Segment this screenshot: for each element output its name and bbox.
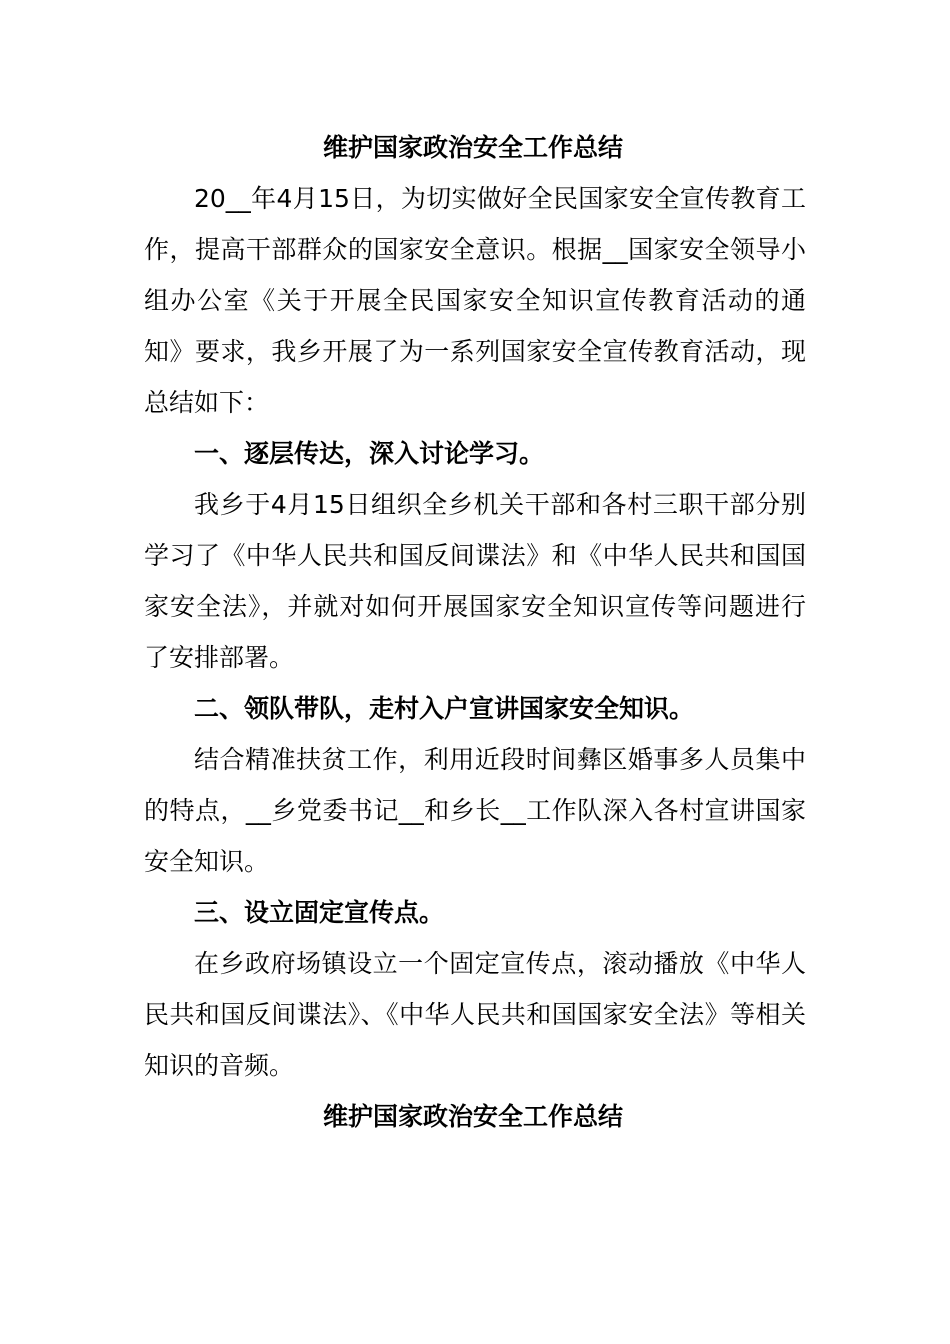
section-heading-1: 一、逐层传达，深入讨论学习。: [194, 439, 545, 468]
section-heading-2: 二、领队带队，走村入户宣讲国家安全知识。: [194, 694, 695, 723]
document-body: [144, 122, 806, 1142]
section-body-2: 结合精准扶贫工作，利用近段时间彝区婚事多人员集中的特点，__乡党委书记__和乡长__工作队深入各村宣讲国家安全知识。: [144, 745, 806, 876]
section-heading-3: 三、设立固定宣传点。: [194, 898, 445, 927]
intro-paragraph: 20__年4月15日，为切实做好全民国家安全宣传教育工作，提高干部群众的国家安全意识。根据__国家安全领导小组办公室《关于开展全民国家安全知识宣传教育活动的通知》要求，我乡开展了为一系列国家安全宣传教育活动，现总结如下：: [144, 184, 806, 417]
repeated-document-title: 维护国家政治安全工作总结: [322, 1102, 623, 1131]
section-body-1: 我乡于4月15日组织全乡机关干部和各村三职干部分别学习了《中华人民共和国反间谍法》和《中华人民共和国国家安全法》，并就对如何开展国家安全知识宣传等问题进行了安排部署。: [144, 490, 806, 672]
section-body-3: 在乡政府场镇设立一个固定宣传点，滚动播放《中华人民共和国反间谍法》、《中华人民共和国国家安全法》等相关知识的音频。: [144, 949, 806, 1080]
document-title: 维护国家政治安全工作总结: [322, 133, 623, 162]
